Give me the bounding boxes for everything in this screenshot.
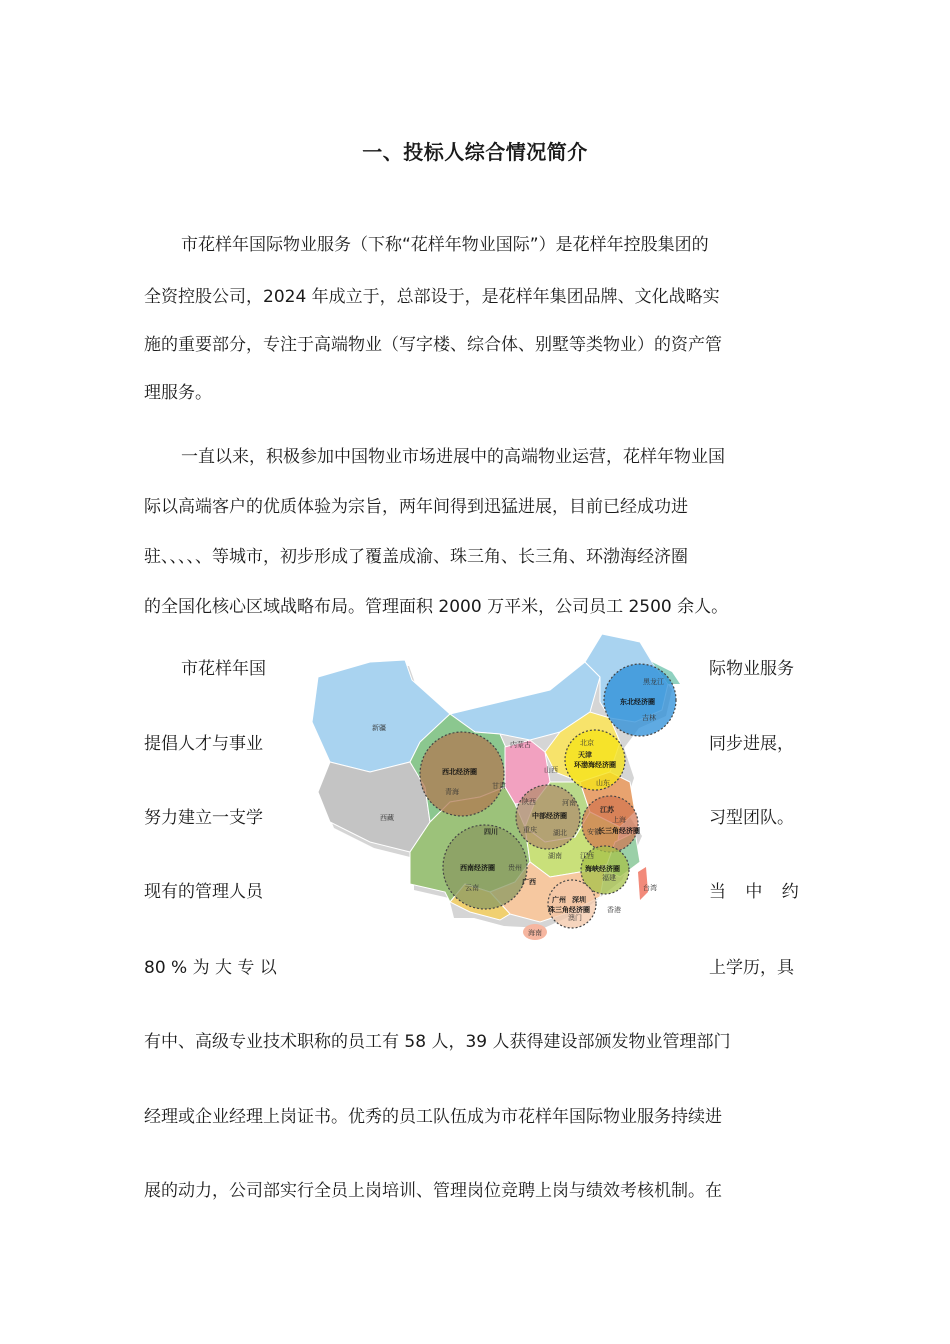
label-region: 福建 [602,874,616,882]
label-region: 北京 [580,739,594,747]
paragraph-line: 一直以来，积极参加中国物业市场进展中的高端物业运营，花样年物业国 [181,447,725,467]
paragraph-line: 际以高端客户的优质体验为宗旨，两年间得到迅猛进展，目前已经成功进 [144,497,688,517]
label-region: 贵州 [508,864,522,872]
zone-changsanjiao [582,796,638,852]
paragraph-line: 市花样年国际物业服务（下称“花样年物业国际”）是花样年控股集团的 [181,235,709,255]
label-zone: 长三角经济圈 [598,827,640,835]
label-zone: 环渤海经济圈 [574,761,616,769]
map-svg [300,622,698,944]
label-region: 青海 [445,788,459,796]
label-region: 云南 [465,884,479,892]
wrap-right-line: 际物业服务 [709,659,794,679]
paragraph-line: 理服务。 [144,383,212,403]
label-region: 新疆 [372,724,386,732]
label-zone: 海峡经济圈 [585,865,620,873]
label-region: 陕西 [522,798,536,806]
paragraph-line: 有中、高级专业技术职称的员工有 58 人，39 人获得建设部颁发物业管理部门 [144,1032,731,1052]
label-region: 天津 [578,751,592,759]
label-region: 四川 [484,828,498,836]
label-region: 内蒙古 [510,741,531,749]
paragraph-line: 的全国化核心区域战略布局。管理面积 2000 万平米，公司员工 2500 余人。 [144,597,729,617]
label-region: 西藏 [380,814,394,822]
label-region: 广西 [522,878,536,886]
label-region: 湖南 [548,852,562,860]
label-region: 香港 [607,906,621,914]
wrap-right-line: 当 中 约 [709,882,799,902]
label-region: 江苏 [600,806,614,814]
label-region: 海南 [528,929,542,937]
label-region: 山西 [544,766,558,774]
paragraph-line: 施的重要部分，专注于高端物业（写字楼、综合体、别墅等类物业）的资产管 [144,335,722,355]
label-region: 湖北 [553,829,567,837]
label-region: 河南 [562,799,576,807]
label-region: 深圳 [572,896,586,904]
label-zone: 中部经济圈 [532,812,567,820]
wrap-left-line: 努力建立一支学 [144,808,263,828]
label-region: 安徽 [587,828,601,836]
zone-bohai [565,730,625,790]
paragraph-line: 展的动力，公司部实行全员上岗培训、管理岗位竞聘上岗与绩效考核机制。在 [144,1181,722,1201]
region-xizang [318,762,430,852]
label-region: 重庆 [523,826,537,834]
label-region: 江西 [580,852,594,860]
china-economic-zone-map [300,622,698,944]
paragraph-line: 经理或企业经理上岗证书。优秀的员工队伍成为市花样年国际物业服务持续进 [144,1107,722,1127]
label-region: 上海 [612,816,626,824]
paragraph-line: 全资控股公司，2024 年成立于，总部设于，是花样年集团品牌、文化战略实 [144,287,720,307]
wrap-right-line: 同步进展， [709,734,794,754]
label-region: 台湾 [643,884,657,892]
wrap-right-line: 上学历，具 [709,958,794,978]
wrap-left-line: 80 % 为 大 专 以 [144,958,277,978]
label-region: 吉林 [642,714,656,722]
label-zone: 西北经济圈 [442,768,477,776]
label-zone: 珠三角经济圈 [548,906,590,914]
label-zone: 东北经济圈 [620,698,655,706]
wrap-left-line: 现有的管理人员 [144,882,263,902]
page-title: 一、投标人综合情况简介 [362,140,588,164]
label-region: 甘肃 [492,782,506,790]
label-region: 黑龙江 [643,678,664,686]
label-zone: 西南经济圈 [460,864,495,872]
label-region: 山东 [596,779,610,787]
label-region: 澳门 [568,914,582,922]
wrap-left-line: 提倡人才与事业 [144,734,263,754]
paragraph-line: 驻、、、、、等城市，初步形成了覆盖成渝、珠三角、长三角、环渤海经济圈 [144,547,688,567]
wrap-right-line: 习型团队。 [709,808,794,828]
label-region: 广州 [552,896,566,904]
wrap-left-line: 市花样年国 [181,659,266,679]
